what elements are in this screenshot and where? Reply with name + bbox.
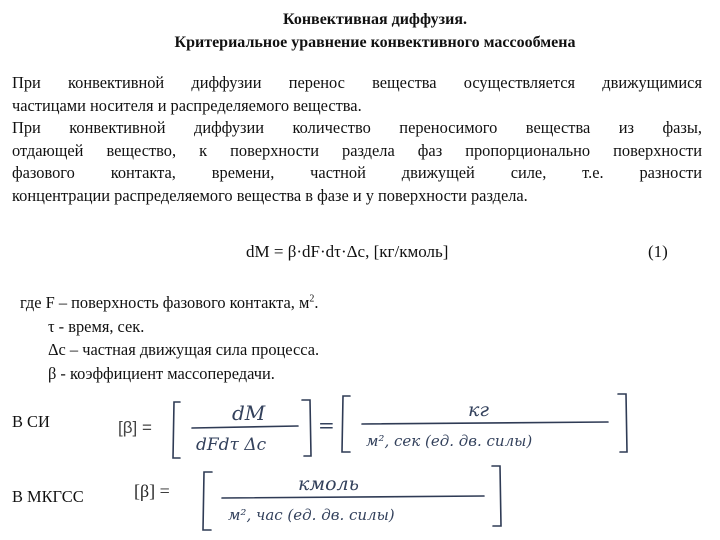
paragraph-line: частицами носителя и распределяемого вещества. <box>12 95 362 115</box>
mass-transfer-formula: dM = β·dF·dτ·Δc, [кг/кмоль] <box>246 242 449 261</box>
si-rhs-numerator: кг <box>468 399 489 421</box>
si-rhs-denominator: м², сек (ед. дв. силы) <box>366 432 533 450</box>
paragraph-line: концентрации распределяемого вещества в фазе и у поверхности раздела. <box>12 185 528 205</box>
si-equals: = <box>318 413 335 437</box>
si-numerator: dM <box>232 401 266 425</box>
definition-f-sup: 2 <box>309 293 315 305</box>
paragraph-line: отдающей вещество, к поверхности раздела фаз пропорционально поверхности <box>12 140 702 160</box>
si-bracket-left <box>173 402 180 458</box>
paragraph-line: фазового контакта, времени, частной движущей силе, т.е. разности <box>12 163 702 183</box>
mkgss-label: В МКГСС <box>12 487 84 506</box>
definition-beta: β - коэффициент массопередачи. <box>48 363 275 383</box>
si-beta-lhs: [β] = <box>118 418 152 437</box>
equation-number: (1) <box>648 242 668 261</box>
title-line-2: Критериальное уравнение конвективного массообмена <box>174 34 576 51</box>
si-fraction-line <box>192 426 298 428</box>
si-rhs-bracket-left <box>342 396 350 452</box>
definition-dc: Δc – частная движущая сила процесса. <box>48 340 320 359</box>
si-bracket-right <box>302 400 311 456</box>
mkgss-fraction-line <box>222 496 484 498</box>
paragraph-line: При конвективной диффузии количество переносимого вещества из фазы, <box>12 118 702 137</box>
mkgss-bracket-right <box>492 466 501 526</box>
si-rhs-fraction-line <box>362 422 608 424</box>
si-denominator: dFdτ Δc <box>196 435 267 455</box>
mkgss-numerator: кмоль <box>298 473 359 495</box>
definition-f-text: где F – поверхность фазового контакта, м <box>20 293 310 312</box>
title-line-1: Конвективная диффузия. <box>283 11 467 28</box>
mkgss-beta-lhs: [β] = <box>134 481 170 501</box>
si-rhs-bracket-right <box>618 394 627 452</box>
paragraph-line: При конвективной диффузии перенос вещества осуществляется движущимися <box>12 73 702 92</box>
mkgss-bracket-left <box>203 472 212 530</box>
definition-tau: τ - время, сек. <box>48 316 145 336</box>
si-label: В СИ <box>12 412 50 431</box>
mkgss-denominator: м², час (ед. дв. силы) <box>228 506 395 524</box>
definition-f-end: . <box>314 293 319 312</box>
